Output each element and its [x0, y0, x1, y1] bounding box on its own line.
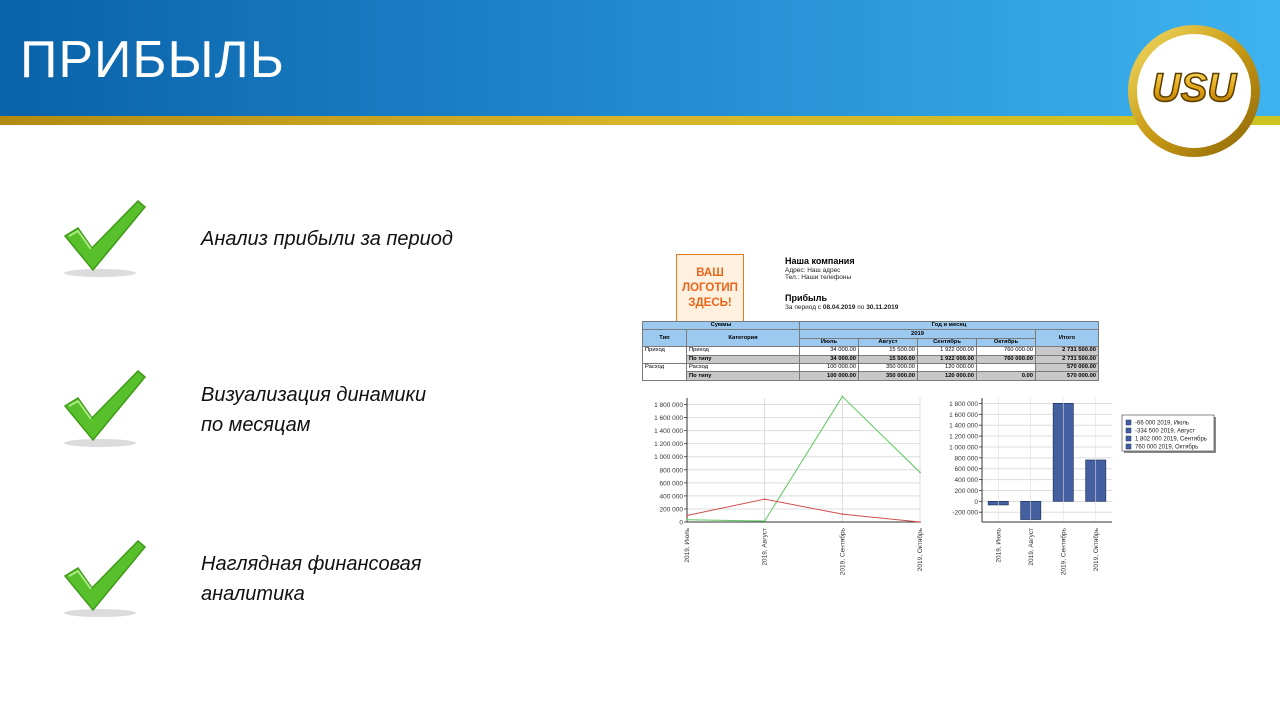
checkmark-icon	[60, 198, 150, 278]
legend-swatch	[1126, 420, 1131, 425]
logo-placeholder: ВАШ ЛОГОТИП ЗДЕСЬ!	[676, 254, 744, 322]
y-tick-label: 1 200 000	[949, 433, 978, 441]
usu-logo	[1126, 23, 1262, 159]
header-gold-band	[0, 116, 1280, 125]
header-month: Сентябрь	[918, 338, 977, 346]
y-tick-label: 1 000 000	[654, 454, 683, 462]
y-tick-label: 1 400 000	[949, 422, 978, 430]
company-address: Адрес: Наш адрес	[785, 267, 841, 274]
header-sums: Суммы	[643, 322, 800, 330]
slide-title: ПРИБЫЛЬ	[20, 31, 285, 89]
header-type: Тип	[643, 330, 687, 347]
report-table	[642, 321, 1099, 381]
data-point	[686, 515, 688, 517]
y-tick-label: 800 000	[954, 455, 978, 463]
y-tick-label: 400 000	[659, 493, 683, 501]
feature-line: аналитика	[201, 583, 305, 605]
y-tick-label: 1 000 000	[949, 444, 978, 452]
y-tick-label: 1 400 000	[654, 428, 683, 436]
feature-line: Визуализация динамики	[201, 384, 427, 406]
header-category: Категория	[687, 330, 800, 347]
header-month: Июль	[800, 338, 859, 346]
data-point	[919, 472, 921, 474]
header-year: 2019	[800, 330, 1036, 338]
data-point	[764, 520, 766, 522]
y-tick-label: 1 800 000	[654, 402, 683, 410]
y-tick-label: 0	[679, 519, 683, 527]
report-period: За период с 08.04.2019 по 30.11.2019	[785, 304, 899, 311]
table-row: По типу 100 000.00 350 000.00 120 000.00 0.00 570 000.00	[643, 372, 1099, 380]
x-tick-label: 2019, Октябрь	[917, 528, 924, 572]
y-tick-label: 1 600 000	[949, 411, 978, 419]
line-chart	[645, 390, 930, 580]
x-tick-label: 2019, Октябрь	[1092, 528, 1100, 572]
header-year-month: Год и месяц	[800, 322, 1099, 330]
series-line-0	[687, 397, 920, 521]
x-tick-label: 2019, Сентябрь	[839, 528, 847, 576]
profit-report	[642, 252, 1102, 387]
line-chart-svg	[645, 390, 930, 580]
feature-monthly-dynamics	[201, 380, 426, 440]
company-phone: Тел.: Наши телефоны	[785, 274, 852, 281]
y-tick-label: 400 000	[954, 477, 978, 485]
checkmark-icon	[60, 368, 150, 448]
feature-financial-analytics	[201, 549, 422, 609]
table-row: По типу 34 000.00 15 500.00 1 922 000.00 760 000.00 2 731 500.00	[643, 355, 1099, 363]
legend-swatch	[1126, 444, 1131, 449]
y-tick-label: 1 800 000	[949, 400, 978, 408]
header-month: Октябрь	[977, 338, 1036, 346]
y-tick-label: 200 000	[954, 487, 978, 495]
data-point	[841, 396, 843, 398]
legend-entry: -66 000 2019, Июль	[1135, 420, 1190, 427]
y-tick-label: 800 000	[659, 467, 683, 475]
x-tick-label: 2019, Июль	[995, 528, 1003, 563]
data-point	[919, 521, 921, 523]
series-line-1	[687, 499, 920, 522]
x-tick-label: 2019, Август	[1027, 528, 1035, 566]
bar-chart	[945, 390, 1225, 580]
checkmark-icon	[60, 538, 150, 618]
feature-period-analysis: Анализ прибыли за период	[201, 228, 453, 250]
y-tick-label: -200 000	[952, 509, 978, 517]
report-title: Прибыль	[785, 293, 827, 303]
y-tick-label: 600 000	[659, 480, 683, 488]
feature-line: Наглядная финансовая	[201, 553, 422, 575]
y-tick-label: 1 600 000	[654, 415, 683, 423]
y-tick-label: 1 200 000	[654, 441, 683, 449]
data-point	[841, 513, 843, 515]
y-tick-label: 0	[974, 498, 978, 506]
table-row: Расход Расход 100 000.00 350 000.00 120 000.00 570 000.00	[643, 363, 1099, 371]
header-total: Итого	[1036, 330, 1099, 347]
legend-entry: 1 802 000 2019, Сентябрь	[1135, 436, 1207, 443]
bar-chart-svg	[945, 390, 1225, 580]
feature-line: по месяцам	[201, 414, 311, 436]
legend-entry: 760 000 2019, Октябрь	[1135, 444, 1199, 451]
legend-swatch	[1126, 428, 1131, 433]
y-tick-label: 600 000	[954, 466, 978, 474]
header-month: Август	[859, 338, 918, 346]
legend-entry: -334 500 2019, Август	[1135, 428, 1196, 435]
x-tick-label: 2019, Июль	[684, 528, 691, 563]
y-tick-label: 200 000	[659, 506, 683, 514]
company-name: Наша компания	[785, 256, 855, 266]
table-row: Приход Приход 34 000.00 15 500.00 1 922 000.00 760 000.00 2 731 500.00	[643, 347, 1099, 355]
x-tick-label: 2019, Сентябрь	[1060, 528, 1068, 576]
data-point	[686, 519, 688, 521]
logo-text: USU	[1151, 66, 1237, 110]
legend-swatch	[1126, 436, 1131, 441]
data-point	[764, 498, 766, 500]
x-tick-label: 2019, Август	[761, 528, 769, 566]
